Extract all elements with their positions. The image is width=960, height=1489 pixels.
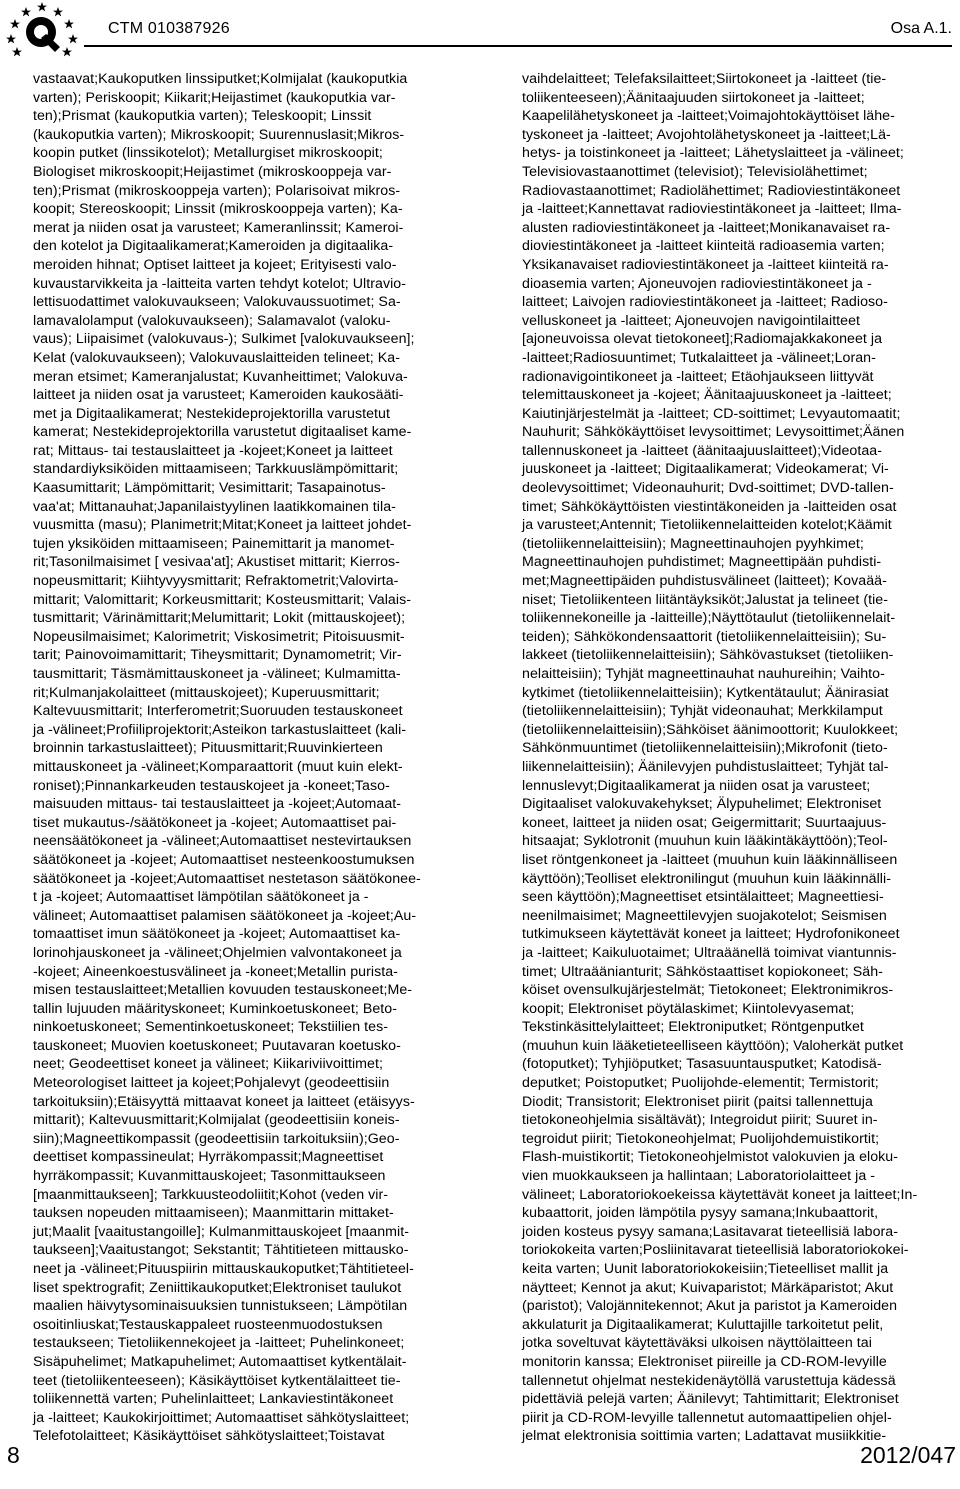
page-header bbox=[0, 0, 960, 62]
section-label: Osa A.1. bbox=[890, 20, 952, 37]
body-text-left-column: vastaavat;Kaukoputken linssiputket;Kolmijalat (kaukoputkia varten); Periskoopit; Kiikarit;Heijastimet (kaukoputkia var- ten);Prismat (kaukoputkia varten); Teleskoopit; Linssit (kaukoputkia varten); Mikroskoopit; Suurennuslasit;Mikros- koopin putket (linssikotelot); Metallurgiset mikroskoopit; Biologiset mikroskoopit;Heijastimet (mikroskooppeja var- ten);Prismat (mikroskooppeja varten); Polarisoivat mikros- koopit; Stereoskoopit; Linssit (mikroskooppeja varten); Ka- merat ja niiden osat ja varusteet; Kameranlinssit; Kameroi- den kotelot ja Digitaalikamerat;Kameroiden ja digitaalika- meroiden hihnat; Optiset laitteet ja kojeet; Erityisesti valo- kuvaustarvikkeita ja -laitteita varten tehdyt kotelot; Ultravio- lettisuodattimet valokuvaukseen; Valokuvaussuotimet; Sa- lamavalolamput (valokuvaukseen); Salamavalot (valoku- vaus); Liipaisimet (valokuvaus-); Sulkimet [valokuvaukseen]; Kelat (valokuvaukseen); Valokuvauslaitteiden telineet; Ka- meran etsimet; Kameranjalustat; Kuvanheittimet; Valokuva- laitteet ja niiden osat ja varusteet; Kameroiden kaukosääti- met ja Digitaalikamerat; Nestekideprojektorilla varustetut kamerat; Nestekideprojektorilla varustetut digitaaliset kame- rat; Mittaus- tai testauslaitteet ja -kojeet;Koneet ja laitteet standardiyksiköiden mittaamiseen; Tarkkuuslämpömittarit; Kaasumittarit; Lämpömittarit; Vesimittarit; Tasapainotus- vaa'at; Mittanauhat;Japanilaistyylinen laatikkomainen tila- vuusmitta (masu); Planimetrit;Mitat;Koneet ja laitteet johdet- tujen yksiköiden mittaamiseen; Painemittarit ja manomet- rit;Tasonilmaisimet [ vesivaa'at]; Akustiset mittarit; Kierros- nopeusmittarit; Kiihtyvyysmittarit; Refraktometrit;Valovirta- mittarit; Valomittarit; Korkeusmittarit; Kosteusmittarit; Valais- tusmittarit; Värinämittarit;Melumittarit; Lokit (mittauskojeet); Nopeusilmaisimet; Kalorimetrit; Viskosimetrit; Pitoisuusmit- tarit; Painovoimamittarit; Tiheysmittarit; Dynamometrit; Vir- tausmittarit; Täsmämittauskoneet ja -välineet; Kulmamitta- rit;Kulmanjakolaitteet (mittauskojeet); Kuperuusmittarit; Kaltevuusmittarit; Interferometrit;Suoruuden testauskoneet ja -välineet;Profiiliprojektorit;Asteikon tarkastuslaitteet (kali- broinnin tarkastuslaitteet); Pituusmittarit;Ruuvinkierteen mittauskoneet ja -välineet;Komparaattorit (muut kuin elekt- roniset);Pinnankarkeuden testauskojeet ja -koneet;Taso- maisuuden mittaus- tai testauslaitteet ja -kojeet;Automaat- tiset mukautus-/säätökoneet ja -kojeet; Automaattiset pai- neensäätökoneet ja -välineet;Automaattiset nestevirtauksen säätökoneet ja -kojeet; Automaattiset nesteenkoostumuksen säätökoneet ja -kojeet;Automaattiset nestetason säätökonee- t ja -kojeet; Automaattiset lämpötilan säätökoneet ja - välineet; Automaattiset palamisen säätökoneet ja -kojeet;Au- tomaattiset imun säätökoneet ja -kojeet; Automaattiset ka- lorinohjauskoneet ja -välineet;Ohjelmien valvontakoneet ja -kojeet; Aineenkoestusvälineet ja -koneet;Metallin purista- misen testauslaitteet;Metallien kovuuden testauskoneet;Me- tallin lujuuden määrityskoneet; Kuminkoetuskoneet; Beto- ninkoetuskoneet; Sementinkoetuskoneet; Tekstiilien tes- tauskoneet; Muovien koetuskoneet; Puutavaran koetusko- neet; Geodeettiset koneet ja välineet; Kiikariviivoittimet; Meteorologiset laitteet ja kojeet;Pohjalevyt (geodeettisiin tarkoituksiin);Etäisyyttä mittaavat koneet ja laitteet (etäisyys- mittarit); Kaltevuusmittarit;Kolmijalat (geodeettisiin koneis- siin);Magneettikompassit (geodeettisiin tarkoituksiin);Geo- deettiset kompassineulat; Hyrräkompassit;Magneettiset hyrräkompassit; Kuvanmittauskojeet; Tasonmittaukseen [maanmittaukseen]; Tarkkuusteodoliitit;Kohot (veden vir- tauksen nopeuden mittaamiseen); Maanmittarin mittaket- jut;Maalit [vaaitustangoille]; Kulmanmittauskojeet [maanmit- taukseen];Vaaitustangot; Sekstantit; Tähtitieteen mittausko- neet ja -välineet;Pituuspiirin mittauskaukoputket;Tähtitieteel- liset spektrografit; Zeniittikaukoputket;Elektroniset taulukot maalien häivytysominaisuuksien tunnistukseen; Lämpötilan osoitinliuskat;Testauskappaleet ruosteenmuodostuksen testaukseen; Tietoliikennekojeet ja -laitteet; Puhelinkoneet; Sisäpuhelimet; Matkapuhelimet; Automaattiset kytkentälait- teet (tietoliikenteeseen); Käsikäyttöiset kytkentälaitteet tie- toliikennettä varten; Puhelinlaitteet; Lankaviestintäkoneet ja -laitteet; Kaukokirjoittimet; Automaattiset sähkötyslaitteet; Telefotolaitteet; Käsikäyttöiset sähkötyslaitteet;Toistavat bbox=[33, 71, 421, 1445]
header-divider bbox=[84, 45, 952, 47]
body-text-right-column: vaihdelaitteet; Telefaksilaitteet;Siirtokoneet ja -laitteet (tie- toliikenteeseen);Äänitaajuuden siirtokoneet ja -laitteet; Kaapelilähetyskoneet ja -laitteet;Voimajohtokäyttöiset lähe- tyskoneet ja -laitteet; Avojohtolähetyskoneet ja -laitteet;Lä- hetys- ja toistinkoneet ja -laitteet; Lähetyslaitteet ja -välineet; Televisiovastaanottimet (televisiot); Televisiolähettimet; Radiovastaanottimet; Radiolähettimet; Radioviestintäkoneet ja -laitteet;Kannettavat radioviestintäkoneet ja -laitteet; Ilma- alusten radioviestintäkoneet ja -laitteet;Monikanavaiset ra- dioviestintäkoneet ja -laitteet kiinteitä radioasemia varten; Yksikanavaiset radioviestintäkoneet ja -laitteet kiinteitä ra- dioasemia varten; Ajoneuvojen radioviestintäkoneet ja - laitteet; Laivojen radioviestintäkoneet ja -laitteet; Radioso- velluskoneet ja -laitteet; Ajoneuvojen navigointilaitteet [ajoneuvoissa olevat tietokoneet];Radiomajakkakoneet ja -laitteet;Radiosuuntimet; Tutkalaitteet ja -välineet;Loran- radionavigointikoneet ja -laitteet; Etäohjaukseen liittyvät telemittauskoneet ja -kojeet; Äänitaajuuskoneet ja -laitteet; Kaiutinjärjestelmät ja -laitteet; CD-soittimet; Levyautomaatit; Nauhurit; Sähkökäyttöiset levysoittimet; Levysoittimet;Äänen tallennuskoneet ja -laitteet (äänitaajuuslaitteet);Videotaa- juuskoneet ja -laitteet; Digitaalikamerat; Videokamerat; Vi- deolevysoittimet; Videonauhurit; Dvd-soittimet; DVD-tallen- timet; Sähkökäyttöisten viestintäkoneiden ja -laitteiden osat ja varusteet;Antennit; Tietoliikennelaitteiden kotelot;Käämit (tietoliikennelaitteisiin); Magneettinauhojen pyyhkimet; Magneettinauhojen puhdistimet; Magneettipään puhdisti- met;Magneettipäiden puhdistusvälineet (laitteet); Kovaää- niset; Tietoliikenteen liitäntäyksiköt;Jalustat ja telineet (tie- toliikennekoneille ja -laitteille);Näyttötaulut (tietoliikennelait- teiden); Sähkökondensaattorit (tietoliikennelaitteisiin); Su- lakkeet (tietoliikennelaitteisiin); Sähkövastukset (tietoliiken- nelaitteisiin); Tyhjät magneettinauhat nauhureihin; Vaihto- kytkimet (tietoliikennelaitteisiin); Kytkentätaulut; Äänirasiat (tietoliikennelaitteisiin); Tyhjät videonauhat; Merkkilamput (tietoliikennelaitteisiin);Sähköiset äänimoottorit; Kuulokkeet; Sähkönmuuntimet (tietoliikennelaitteisiin);Mikrofonit (tieto- liikennelaitteisiin); Äänilevyjen puhdistuslaitteet; Tyhjät tal- lennuslevyt;Digitaalikamerat ja niiden osat ja varusteet; Digitaaliset valokuvakehykset; Älypuhelimet; Elektroniset koneet, laitteet ja niiden osat; Geigermittarit; Suurtaajuus- hitsaajat; Syklotronit (muuhun kuin lääkintäkäyttöön);Teol- liset röntgenkoneet ja -laitteet (muuhun kuin lääkinnälliseen käyttöön);Teolliset elektronilingut (muuhun kuin lääkinnälli- seen käyttöön);Magneettiset etsintälaitteet; Magneettiesi- neenilmaisimet; Magneettilevyjen suojakotelot; Seismisen tutkimukseen käytettävät koneet ja laitteet; Hydrofonikoneet ja -laitteet; Kaikuluotaimet; Ultraäänellä toimivat viantunnis- timet; Ultraäänianturit; Sähköstaattiset kopiokoneet; Säh- köiset ovensulkujärjestelmät; Tietokoneet; Elektronimikros- koopit; Elektroniset pöytälaskimet; Kiintolevyasemat; Tekstinkäsittelylaitteet; Elektroniputket; Röntgenputket (muuhun kuin lääketieteelliseen käyttöön); Valoherkät putket (fotoputket); Tyhjiöputket; Tasasuuntausputket; Katodisä- deputket; Poistoputket; Puolijohde-elementit; Termistorit; Diodit; Transistorit; Elektroniset piirit (paitsi tallennettuja tietokoneohjelmia sisältävät); Integroidut piirit; Suuret in- tegroidut piirit; Tietokoneohjelmat; Puolijohdemuistikortit; Flash-muistikortit; Tietokoneohjelmistot valokuvien ja eloku- vien muokkaukseen ja hallintaan; Laboratoriolaitteet ja - välineet; Laboratoriokoekeissa käytettävät koneet ja laitteet;In- kubaattorit, joiden lämpötila pysyy samana;Inkubaattorit, joiden kosteus pysyy samana;Lasitavarat tieteellisiä labora- toriokokeita varten;Posliinitavarat tieteellisiä laboratoriokokei- keita varten; Uunit laboratoriokokeisiin;Tieteelliset mallit ja näytteet; Kennot ja akut; Kuivaparistot; Märkäparistot; Akut (paristot); Valojännitekennot; Akut ja paristot ja Kameroiden akkulaturit ja Digitaalikamerat; Kuluttajille tarkoitetut pelit, jotka soveltuvat käytettäväksi ulkoisen näyttölaitteen tai monitorin kanssa; Elektroniset piireille ja CD-ROM-levyille tallennetut ohjelmat nestekidenäytöllä varustettuja kädessä pidettäviä pelejä varten; Äänilevyt; Tahtimittarit; Elektroniset piirit ja CD-ROM-levyille tallennetut automaattipelien ohjel- jelmat elektronisia soittimia varten; Ladattavat musiikkitie- bbox=[522, 71, 918, 1445]
document-number: CTM 010387926 bbox=[108, 20, 230, 37]
issue-number: 2012/047 bbox=[860, 1442, 956, 1468]
ohim-logo-icon bbox=[0, 0, 84, 60]
page-number: 8 bbox=[7, 1442, 20, 1468]
